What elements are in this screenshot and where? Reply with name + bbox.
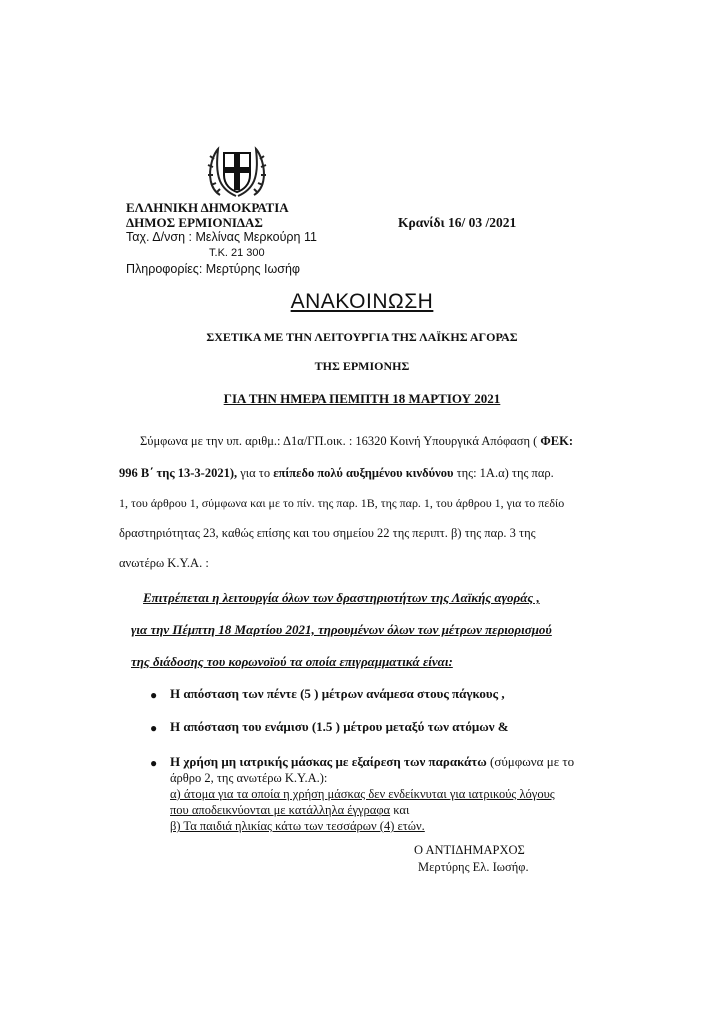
subtitle-ermioni: ΤΗΣ ΕΡΜΙΟΝΗΣ <box>314 359 410 373</box>
intro-line-3: 1, του άρθρου 1, σύμφωνα και με το πίν. της παρ. 1Β, της παρ. 1, του άρθρου 1, για το πεδίο <box>119 496 565 510</box>
postal-code: Τ.Κ. 21 300 <box>209 247 265 259</box>
permission-line-1: Επιτρέπεται η λειτουργία όλων των δραστηριοτήτων της Λαϊκής αγοράς , <box>143 590 540 605</box>
mask-exception-a: α) άτομα για τα οποία η χρήση μάσκας δεν ενδείκνυται για ιατρικούς λόγους <box>170 787 555 801</box>
intro-text: Σύμφωνα με την υπ. αριθμ.: Δ1α/ΓΠ.οικ. : 16320 Κοινή Υπουργικά Απόφαση ( <box>140 434 541 448</box>
place-date: Κρανίδι 16/ 03 /2021 <box>398 215 517 230</box>
fek-reference: 996 Β΄ της 13-3-2021), <box>119 466 238 480</box>
measure-item: Η απόσταση των πέντε (5 ) μέτρων ανάμεσα στους πάγκους , <box>170 686 505 701</box>
mask-note: (σύμφωνα με το <box>486 754 575 769</box>
bullet-icon: ● <box>150 721 158 735</box>
country-name: ΕΛΛΗΝΙΚΗ ΔΗΜΟΚΡΑΤΙΑ <box>126 200 289 215</box>
intro-text: για το <box>237 466 274 480</box>
subtitle-date: ΓΙΑ ΤΗΝ ΗΜΕΡΑ ΠΕΜΠΤΗ 18 ΜΑΡΤΙΟΥ 2021 <box>223 391 501 406</box>
mask-and: και <box>390 803 410 817</box>
mask-exception-a-cont: που αποδεικνύονται με κατάλληλα έγγραφα <box>170 803 391 817</box>
municipality-name: ΔΗΜΟΣ ΕΡΜΙΟΝΙΔΑΣ <box>126 215 263 230</box>
intro-line-5: ανωτέρω Κ.Υ.Α. : <box>119 556 209 570</box>
subtitle-market: ΣΧΕΤΙΚΑ ΜΕ ΤΗΝ ΛΕΙΤΟΥΡΓΙΑ ΤΗΣ ΛΑΪΚΗΣ ΑΓΟΡΑΣ <box>206 330 518 344</box>
measure-item: Η απόσταση του ενάμισυ (1.5 ) μέτρου μεταξύ των ατόμων & <box>170 719 509 734</box>
signature-name: Μερτύρης Ελ. Ιωσήφ. <box>418 860 529 874</box>
intro-line-4: δραστηριότητας 23, καθώς επίσης και του σημείου 22 της περιπτ. β) της παρ. 3 της <box>119 526 536 540</box>
intro-text: της: 1Α.α) της παρ. <box>453 466 554 480</box>
greek-emblem-icon <box>206 145 268 203</box>
signature-role: Ο ΑΝΤΙΔΗΜΑΡΧΟΣ <box>414 843 525 857</box>
intro-line-1 <box>140 434 573 449</box>
mask-line-2: άρθρο 2, της ανωτέρω Κ.Υ.Α.): <box>170 771 328 785</box>
fek-label: ΦΕΚ: <box>540 434 573 448</box>
info-contact: Πληροφορίες: Μερτύρης Ιωσήφ <box>126 262 301 276</box>
permission-line-2: για την Πέμπτη 18 Μαρτίου 2021, τηρουμένων όλων των μέτρων περιορισμού <box>131 622 552 637</box>
address: Ταχ. Δ/νση : Μελίνας Μερκούρη 11 <box>126 230 317 244</box>
bullet-icon: ● <box>150 688 158 702</box>
mask-exception-b: β) Τα παιδιά ηλικίας κάτω των τεσσάρων (4) ετών. <box>170 819 425 833</box>
mask-rule: Η χρήση μη ιατρικής μάσκας με εξαίρεση των παρακάτω <box>170 754 487 769</box>
page-title: ΑΝΑΚΟΙΝΩΣΗ <box>290 290 434 313</box>
permission-line-3: της διάδοσης του κορωνοϊού τα οποία επιγραμματικά είναι: <box>131 654 453 669</box>
risk-level: επίπεδο πολύ αυξημένου κινδύνου <box>273 466 454 480</box>
mask-line-1 <box>170 754 574 770</box>
bullet-icon: ● <box>150 756 158 770</box>
intro-line-2 <box>119 466 554 481</box>
mask-line-4 <box>170 803 409 818</box>
